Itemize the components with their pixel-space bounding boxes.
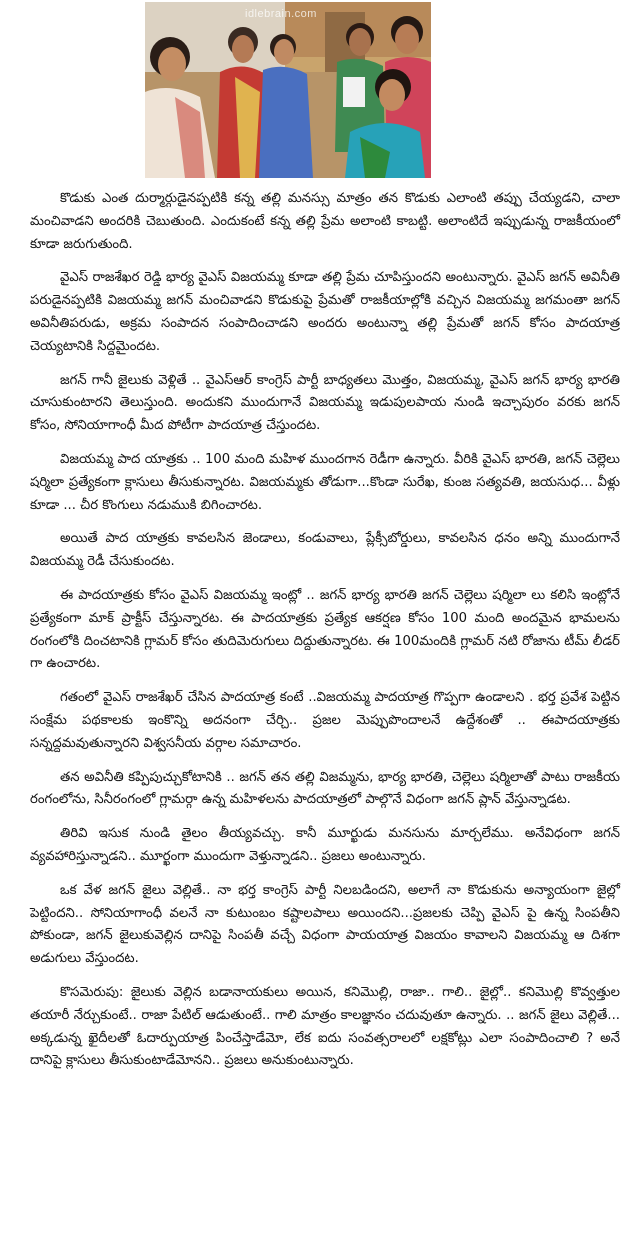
article-paragraph: ఈ పాదయాత్రకు కోసం వైఎస్ విజయమ్మ ఇంట్లో .. జగన్ భార్య భారతి జగన్ చెల్లెలు షర్మిలా లు కలిసి ఇంట్లోనే ప్రత్యేకంగా మాక్ ప్రాక్టీస్ చేస్తున్నారట. ఈ పాదయాత్రకు ప్రత్యేక ఆకర్షణ కోసం 100 మంది అందమైన భామలను రంగంలోకి దించటానికి గ్లామర్ కోసం తుదిమెరుగులు దిద్దుతున్నారట. ఈ 100మందికి గ్లామర్ నటి రోజాను టీమ్ లీడర్ గా ఉంచారట. [30,587,620,672]
article-paragraph: తన అవినీతి కప్పిపుచ్చుకోటానికి .. జగన్ తన తల్లి విజమ్మను, భార్య భారతి, చెల్లెలు షర్మిలాతో పాటు రాజకీయ రంగంలోను, సినీరంగంలో గ్లామర్గా ఉన్న మహిళలను పాదయాత్రలో పాల్గొనే విధంగా జగన్ ప్లాన్ వేస్తున్నాడట. [30,769,620,808]
article-paragraph: ఒక వేళ జగన్ జైలు వెల్లితే.. నా భర్త కాంగ్రెస్ పార్టీ నిలబడిందని, అలాగే నా కొడుకును అన్యాయంగా జైల్లో పెట్టిందని.. సోనియాగాంధీ వలనే నా కుటుంబం కష్టాలపాలు అయిందని...ప్రజలకు చెప్పి వైఎస్ పై ఉన్న సింపతీని పోకుండా, జగన్ జైలుకువెల్లిన దానిపై సింపతీ వచ్చే విధంగా పాయయాత్ర విజయం కావాలని విజయమ్మ ఆ దిశగా అడుగులు వేస్తుందట. [30,882,620,967]
article-paragraph: వైఎస్ రాజశేఖర రెడ్డి భార్య వైఎస్ విజయమ్మ కూడా తల్లి ప్రేమ చూపిస్తుందని అంటున్నారు. వైఎస్ జగన్ అవినీతి పరుడైనప్పటికి విజయమ్మ జగన్ మంచివాడని కొడుకుపై ప్రేమతో రాజకీయాల్లోకి వచ్చిన విజయమ్మ జగమంతా జగన్ అవినీతిపరుడు, అక్రమ సంపాదన సంపాదించాడని అందరు అంటున్నా తల్లి ప్రేమతో జగన్ కోసం పాదయాత్ర చెయ్యటానికి సిద్దమైందట. [30,270,620,354]
article-body [30,188,620,1084]
article-paragraph: తిరివి ఇసుక నుండి తైలం తీయ్యవచ్చు. కానీ మూర్ఖుడు మనసును మార్చలేము. అనేవిధంగా జగన్ వ్యవహారిస్తున్నాడని.. మూర్ఖంగా ముందుగా వెళ్తున్నాడని.. ప్రజలు అంటున్నారు. [30,826,620,864]
women-group-illustration [145,2,431,178]
photo-watermark: idlebrain.com [245,8,317,20]
article-paragraph: జగన్ గానీ జైలుకు వెళ్లితే .. వైఎస్ఆర్ కాంగ్రెస్ పార్టీ బాధ్యతలు మొత్తం, విజయమ్మ, వైఎస్ జగన్ భార్య భారతి చూసుకుంటారని తెలుస్తుంది. అందుకని ముందుగానే విజయమ్మ ఇడుపులపాయ నుండి ఇచ్చాపురం వరకు జగన్ కోసం, సోనియాగాంధీ మీద పోటీగా పాదయాత్ర చేస్తుందట. [30,372,620,434]
news-photo [145,2,431,178]
article-paragraph: కొడుకు ఎంత దుర్మార్గుడైనప్పటికి కన్న తల్లి మనస్సు మాత్రం తన కొడుకు ఎలాంటి తప్పు చేయ్యడని, చాలా మంచివాడని అందరికి చెబుతుంది. ఎందుకంటే కన్న తల్లి ప్రేమ అలాంటి కాబట్టి. అలాంటిదే ఇప్పుడున్న రాజకీయంలో కూడా జరుగుతుంది. [30,191,620,252]
article-paragraph: విజయమ్మ పాద యాత్రకు .. 100 మంది మహిళ ముందగాన రెడీగా ఉన్నారు. వీరికి వైఎస్ భారతి, జగన్ చెల్లెలు షర్మిలా ప్రత్యేకంగా క్లాసులు తీసుకున్నారట. విజయమ్మకు తోడుగా...కొండా సురేఖ, కుంజ సత్యవతి, జయసుధ... వీళ్లు కూడా ... చీర కొంగులు నడుముకి బిగించారట. [30,451,620,513]
article-paragraph: కొసమెరుపు: జైలుకు వెల్లిన బడానాయకులు అయిన, కనిమొల్లి, రాజా.. గాలి.. జైల్లో.. కనిమొల్లి కొవ్వత్తుల తయారీ నేర్చుకుంటే.. రాజా పేటిల్ ఆడుతుంటే.. గాలి మాత్రం కాలజ్ఞానం చదువుతూ ఉన్నారు. .. జగన్ జైలు వెల్లితే... అక్కడున్న ఖైదీలతో ఓదార్పుయాత్ర పించేస్తాడేమో, లేక ఐదు సంవత్సరాలలో లక్షకోట్లు ఎలా సంపాదించాలి ? అనే దానిపై క్లాసులు తీసుకుంటాడేమోనని.. ప్రజలు అనుకుంటున్నారు. [30,984,620,1069]
article-paragraph: అయితే పాద యాత్రకు కావలసిన జెండాలు, కండువాలు, ప్లేక్సీబోర్డులు, కావలసిన ధనం అన్ని ముందుగానే విజయమ్మ రెడీ చేసుకుందట. [30,531,620,570]
article-paragraph: గతంలో వైఎస్ రాజశేఖర్ చేసిన పాదయాత్ర కంటే ..విజయమ్మ పాదయాత్ర గొప్పగా ఉండాలని . భర్త ప్రవేశ పెట్టిన సంక్షేమ పథకాలకు ఇంకొన్ని అదనంగా చేర్చి.. ప్రజల మెప్పుపొందాలనే ఉద్దేశంతో .. ఈపాదయాత్రకు సన్నద్దమవుతున్నారని విశ్వసనీయ వర్గాల సమాచారం. [30,690,620,751]
